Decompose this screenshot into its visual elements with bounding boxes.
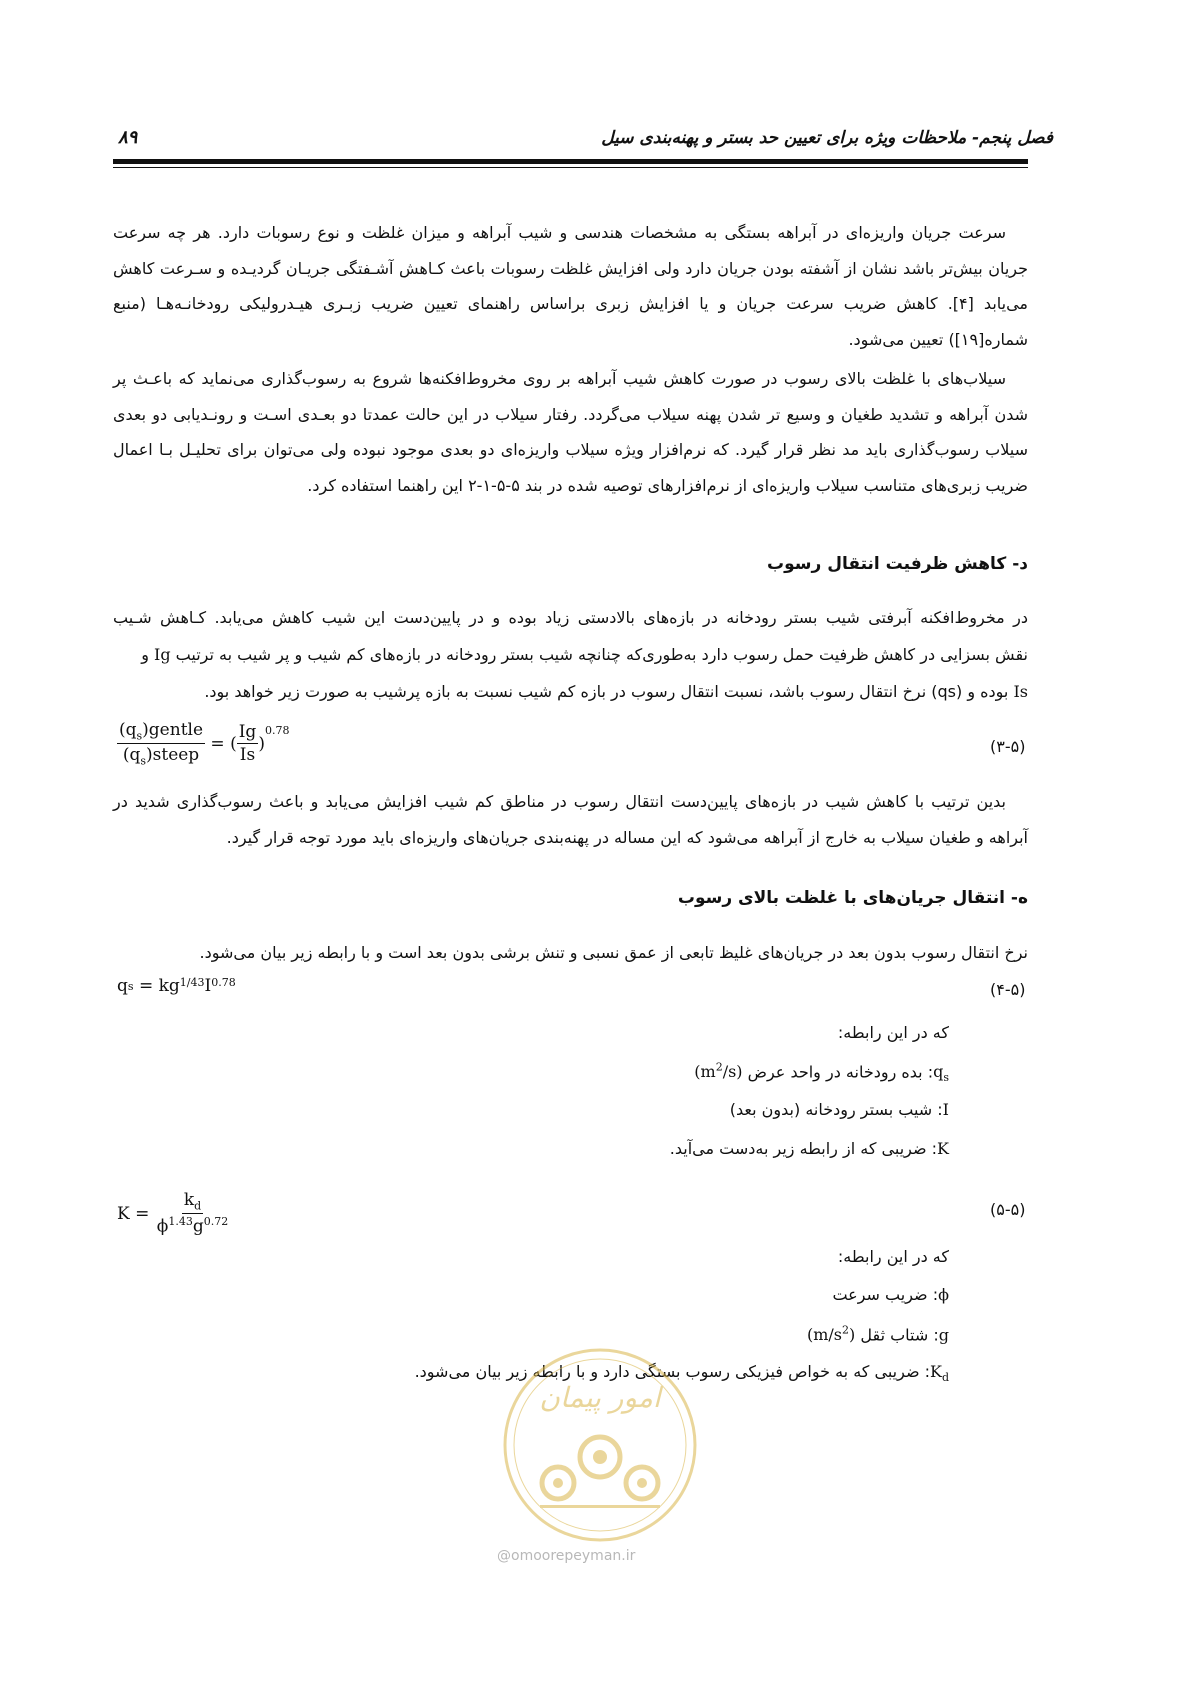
eq-sub: s bbox=[127, 979, 134, 993]
eq-text: q bbox=[117, 976, 128, 996]
var-is: Is bbox=[1013, 682, 1028, 701]
eq-exponent: 0.78 bbox=[264, 724, 290, 737]
paragraph-text: بدین ترتیب با کاهش شیب در بازه‌های پایین‌دست انتقال رسوب در مناطق کم شیب افزایش می‌یابد و باعث رسوب‌گذاری شدید در آبراهه و طغیان سیلاب به خارج از آبراهه می‌شود که این مساله در پهنه‌بندی جریان‌های واریزه‌ای باید مورد توجه قرار گیرد. bbox=[113, 792, 1028, 847]
eq-text: )steep bbox=[146, 745, 200, 766]
definition-phi bbox=[832, 1285, 949, 1304]
text: : ضریبی که به خواص فیزیکی رسوب بستگی دارد و با رابطه زیر بیان می‌شود. bbox=[414, 1362, 930, 1381]
eq-close: ) bbox=[258, 733, 265, 754]
var-ig: Ig bbox=[154, 645, 171, 664]
watermark-url: @omoorepeyman.ir bbox=[497, 1548, 636, 1564]
header-rule-thick bbox=[113, 159, 1028, 164]
var: K bbox=[937, 1139, 949, 1158]
fraction-rhs bbox=[237, 722, 259, 765]
equation-4-5 bbox=[117, 976, 236, 996]
eq-text: K = bbox=[117, 1203, 155, 1224]
definition-i bbox=[730, 1100, 949, 1119]
eq-text: = kg bbox=[133, 976, 180, 996]
equation-number-3-5: (۳-۵) bbox=[990, 737, 1026, 756]
paragraph-text: سیلاب‌های با غلظت بالای رسوب در صورت کاهش شیب آبراهه بر روی مخروط‌افکنه‌ها شروع به رسوب‌گذاری می‌نماید که باعـث پر شدن آبراهه و تشدید طغیان و وسیع تر شدن پهنه سیلاب می‌گردد. رفتار سیلاب در این حالت عمدتا دو بعـدی اسـت و رونـدیابی دو بعدی سیلاب رسوب‌گذاری باید مد نظر قرار گیرد. که نرم‌افزار ویژه سیلاب واریزه‌ای دو بعدی موجود نبوده ولی می‌توان برای تحلیـل بـا اعمال ضریب زبری‌های متناسب سیلاب واریزه‌ای از نرم‌افزارهای توصیه شده در بند ۵-۵-۱-۲ این راهنما استفاده کرد. bbox=[113, 369, 1028, 495]
where-label-2: که در این رابطه: bbox=[837, 1247, 949, 1266]
eq-exponent: 0.78 bbox=[211, 976, 236, 989]
eq-sub: d bbox=[194, 1199, 202, 1213]
eq-exponent: 0.72 bbox=[203, 1215, 229, 1229]
paragraph-2 bbox=[113, 361, 1028, 503]
eq-text: g bbox=[192, 1217, 204, 1238]
eq-sign: = ( bbox=[205, 733, 237, 754]
section-d-after-text bbox=[113, 784, 1028, 855]
text: نقش بسزایی در کاهش ظرفیت حمل رسوب دارد به‌طوری‌که چنانچه شیب بستر رودخانه در بازه‌های کم شیب و پر شیب به ترتیب bbox=[175, 645, 1028, 664]
eq-text: )gentle bbox=[142, 720, 204, 740]
watermark-brand-text: امور پیمان bbox=[539, 1381, 661, 1414]
equation-number-5-5: (۵-۵) bbox=[990, 1200, 1026, 1219]
eq-text: I bbox=[204, 976, 212, 996]
paragraph-text: سرعت جریان واریزه‌ای در آبراهه بستگی به مشخصات هندسی و شیب آبراهه و میزان غلظت و نوع رسوبات دارد. هر چه سرعت جریان بیش‌تر باشد نشان از آشفته بودن جریان دارد ولی افزایش غلظت رسوبات باعث کـاهش آشـفتگی جریـان گردیـده و سـرعت کاهش می‌یابد [۴]. کاهش ضریب سرعت جریان و یا افزایش زبری براساس راهنمای تعیین ضریب زبـری هیـدرولیکی رودخانـه‌هـا (منبع شماره[۱۹]) تعیین می‌شود. bbox=[113, 223, 1029, 349]
text: : بده رودخانه در واحد عرض bbox=[742, 1062, 934, 1082]
section-heading-h: ه- انتقال جریان‌های با غلظت بالای رسوب bbox=[677, 888, 1028, 908]
eq-text: Is bbox=[239, 745, 256, 766]
section-h-intro: نرخ انتقال رسوب بدون بعد در جریان‌های غلیظ تابعی از عمق نسبی و تنش برشی بدون بعد است و با رابطه زیر بیان می‌شود. bbox=[199, 943, 1028, 962]
eq-sub: s bbox=[136, 729, 143, 743]
unit: $(m/s^2)$ bbox=[807, 1324, 856, 1345]
section-d-line-2 bbox=[141, 645, 1028, 664]
header-rule-thin bbox=[113, 167, 1028, 168]
definition-k bbox=[670, 1139, 949, 1158]
equation-number-4-5: (۴-۵) bbox=[990, 980, 1026, 999]
equation-3-5 bbox=[117, 720, 289, 768]
text: : ضریبی که از رابطه زیر به‌دست می‌آید. bbox=[669, 1139, 938, 1158]
fraction bbox=[155, 1190, 230, 1237]
text: : ضریب سرعت bbox=[832, 1285, 939, 1304]
fraction-lhs bbox=[117, 720, 205, 768]
watermark-logo bbox=[500, 1345, 700, 1545]
text: : شیب بستر رودخانه (بدون بعد) bbox=[729, 1100, 943, 1119]
var: $K_d$ bbox=[930, 1362, 949, 1385]
definition-qs bbox=[694, 1061, 949, 1085]
section-heading-d: د- کاهش ظرفیت انتقال رسوب bbox=[767, 554, 1028, 574]
paragraph-1 bbox=[113, 215, 1028, 357]
text: : شتاب ثقل bbox=[855, 1325, 939, 1345]
text: و bbox=[141, 645, 154, 664]
eq-exponent: 1.43 bbox=[168, 1215, 193, 1229]
text: بوده و (qs) نرخ انتقال رسوب باشد، نسبت انتقال رسوب در بازه کم شیب نسبت به بازه پرشیب به صورت زیر خواهد بود. bbox=[204, 682, 1014, 701]
page-number: ۸۹ bbox=[118, 127, 138, 148]
equation-5-5 bbox=[117, 1190, 230, 1237]
eq-text: k bbox=[183, 1190, 195, 1210]
section-d-line-3 bbox=[204, 682, 1028, 701]
section-d-line-1: در مخروط‌افکنه آبرفتی شیب بستر رودخانه در بازه‌های بالادستی زیاد بوده و در پایین‌دست این شیب کاهش می‌یابد. کـاهش شـیب bbox=[113, 608, 1028, 627]
eq-text: ϕ bbox=[156, 1217, 169, 1238]
chapter-title: فصل پنجم- ملاحظات ویژه برای تعیین حد بستر و پهنه‌بندی سیل bbox=[601, 128, 1053, 148]
eq-exponent: 1/43 bbox=[179, 976, 205, 989]
var: ϕ bbox=[938, 1285, 949, 1304]
definition-g bbox=[807, 1324, 949, 1344]
eq-text: (q bbox=[119, 720, 137, 740]
var: $q_s$ bbox=[933, 1062, 949, 1085]
var: g bbox=[938, 1325, 949, 1345]
unit: $(m^2/s)$ bbox=[694, 1061, 743, 1082]
eq-text: Ig bbox=[238, 722, 257, 743]
var: I bbox=[942, 1100, 949, 1119]
where-label: که در این رابطه: bbox=[837, 1023, 949, 1042]
eq-sub: s bbox=[140, 754, 146, 768]
eq-text: (q bbox=[122, 745, 141, 766]
